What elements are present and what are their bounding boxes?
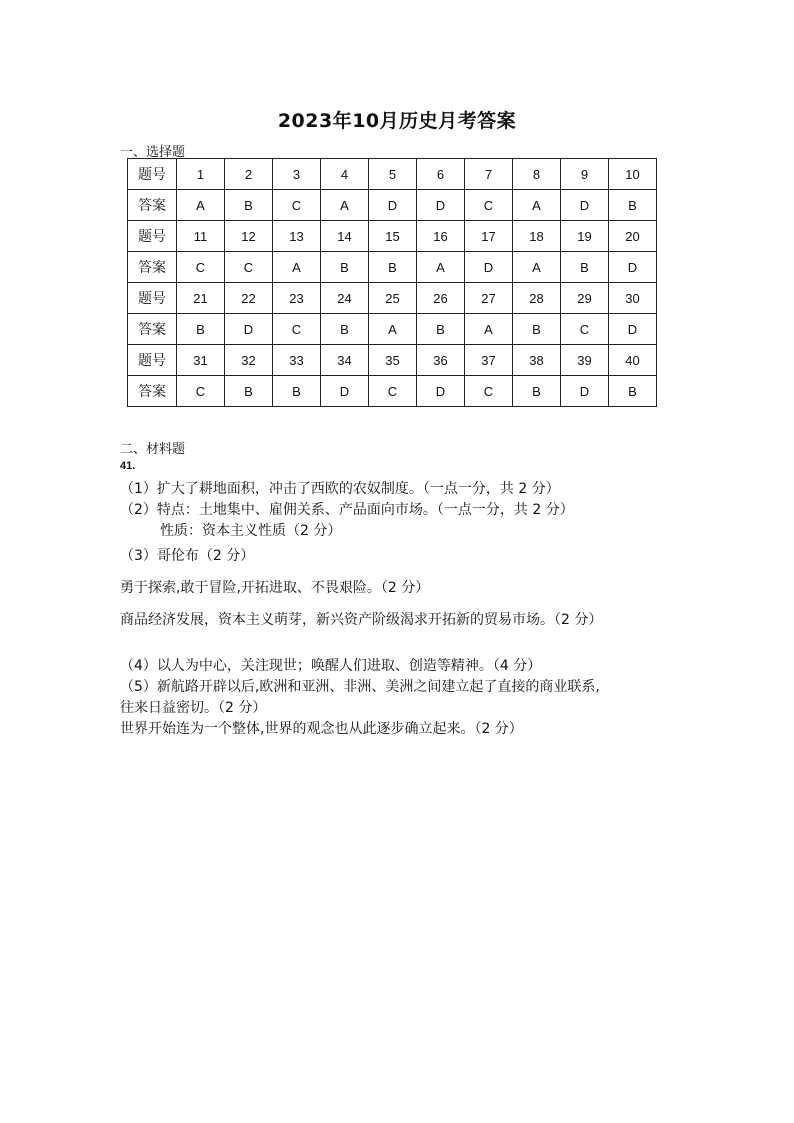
answer-cell: B [225,190,273,221]
question-number-cell: 29 [561,283,609,314]
question-number-cell: 13 [273,221,321,252]
row-label: 答案 [128,376,177,407]
answer-cell: A [513,190,561,221]
answer-cell: D [321,376,369,407]
answer-cell: A [177,190,225,221]
answer-table [127,158,657,407]
question-number-cell: 20 [609,221,657,252]
answer-cell: D [609,252,657,283]
question-number-cell: 24 [321,283,369,314]
answer-cell: B [561,252,609,283]
answer-cell: D [417,376,465,407]
q41-part2-nature: 性质：资本主义性质（2 分） [160,523,342,539]
row-label: 答案 [128,252,177,283]
question-number-cell: 25 [369,283,417,314]
question-number-cell: 19 [561,221,609,252]
q41-part3: （3）哥伦布（2 分） [120,548,255,564]
answer-cell: B [177,314,225,345]
q41-part5-line1: （5）新航路开辟以后,欧洲和亚洲、非洲、美洲之间建立起了直接的商业联系, [120,679,600,695]
q41-part4: （4）以人为中心，关注现世；唤醒人们进取、创造等精神。（4 分） [120,658,542,674]
row-label: 题号 [128,221,177,252]
row-label: 题号 [128,345,177,376]
question-number-cell: 10 [609,159,657,190]
answer-row [128,376,657,407]
question-number-cell: 33 [273,345,321,376]
question-number-cell: 5 [369,159,417,190]
row-label: 答案 [128,314,177,345]
answer-row [128,252,657,283]
question-number-cell: 16 [417,221,465,252]
answer-cell: B [369,252,417,283]
question-number-row [128,221,657,252]
q41-part1: （1）扩大了耕地面积，冲击了西欧的农奴制度。（一点一分，共 2 分） [120,481,560,497]
answer-cell: D [561,376,609,407]
answer-cell: B [513,314,561,345]
question-number-cell: 39 [561,345,609,376]
answer-cell: D [561,190,609,221]
answer-cell: B [225,376,273,407]
question-number-row [128,283,657,314]
answer-cell: B [321,252,369,283]
question-number-row [128,345,657,376]
answer-cell: C [369,376,417,407]
section-2-heading: 二、材料题 [120,442,186,457]
answer-cell: A [321,190,369,221]
answer-cell: B [321,314,369,345]
question-number-cell: 38 [513,345,561,376]
question-number-cell: 40 [609,345,657,376]
question-number-cell: 22 [225,283,273,314]
answer-cell: D [369,190,417,221]
question-number-cell: 32 [225,345,273,376]
question-number-cell: 14 [321,221,369,252]
page-title: 2023年10月历史月考答案 [277,110,517,132]
answer-row [128,314,657,345]
answer-cell: C [465,190,513,221]
question-number-cell: 17 [465,221,513,252]
answer-cell: C [177,376,225,407]
answer-cell: B [273,376,321,407]
answer-cell: B [513,376,561,407]
answer-cell: A [273,252,321,283]
answer-cell: B [609,190,657,221]
answer-cell: C [273,190,321,221]
question-number-cell: 31 [177,345,225,376]
answer-row [128,190,657,221]
q41-part5-line2: 往来日益密切。（2 分） [120,700,267,716]
answer-cell: A [465,314,513,345]
question-number-cell: 3 [273,159,321,190]
row-label: 答案 [128,190,177,221]
question-number-cell: 11 [177,221,225,252]
question-number-cell: 28 [513,283,561,314]
answer-cell: B [417,314,465,345]
section-1-heading: 一、选择题 [120,145,186,160]
question-number-cell: 8 [513,159,561,190]
question-number-cell: 36 [417,345,465,376]
question-number-cell: 9 [561,159,609,190]
question-number-row [128,159,657,190]
question-number-cell: 7 [465,159,513,190]
question-number-cell: 23 [273,283,321,314]
question-number-cell: 1 [177,159,225,190]
question-number-cell: 34 [321,345,369,376]
answer-cell: C [465,376,513,407]
question-number-cell: 15 [369,221,417,252]
q41-part3-spirit: 勇于探索,敢于冒险,开拓进取、不畏艰险。（2 分） [120,580,430,596]
question-number-cell: 26 [417,283,465,314]
question-number-cell: 6 [417,159,465,190]
answer-cell: A [513,252,561,283]
answer-cell: B [609,376,657,407]
question-number-cell: 37 [465,345,513,376]
answer-cell: C [225,252,273,283]
question-number-cell: 18 [513,221,561,252]
question-number-cell: 4 [321,159,369,190]
question-number-cell: 30 [609,283,657,314]
q41-part3-reason: 商品经济发展，资本主义萌芽，新兴资产阶级渴求开拓新的贸易市场。（2 分） [120,612,603,628]
q41-part5-line3: 世界开始连为一个整体,世界的观念也从此逐步确立起来。（2 分） [120,721,523,737]
q41-part2-feature: （2）特点：土地集中、雇佣关系、产品面向市场。（一点一分，共 2 分） [120,502,574,518]
question-number-cell: 27 [465,283,513,314]
row-label: 题号 [128,283,177,314]
question-number-cell: 21 [177,283,225,314]
question-number-cell: 12 [225,221,273,252]
answer-cell: D [225,314,273,345]
question-41-number: 41. [120,460,136,472]
row-label: 题号 [128,159,177,190]
answer-cell: C [177,252,225,283]
question-number-cell: 2 [225,159,273,190]
answer-cell: C [561,314,609,345]
answer-cell: D [465,252,513,283]
answer-cell: A [369,314,417,345]
answer-cell: A [417,252,465,283]
answer-cell: D [417,190,465,221]
answer-cell: C [273,314,321,345]
question-number-cell: 35 [369,345,417,376]
answer-cell: D [609,314,657,345]
